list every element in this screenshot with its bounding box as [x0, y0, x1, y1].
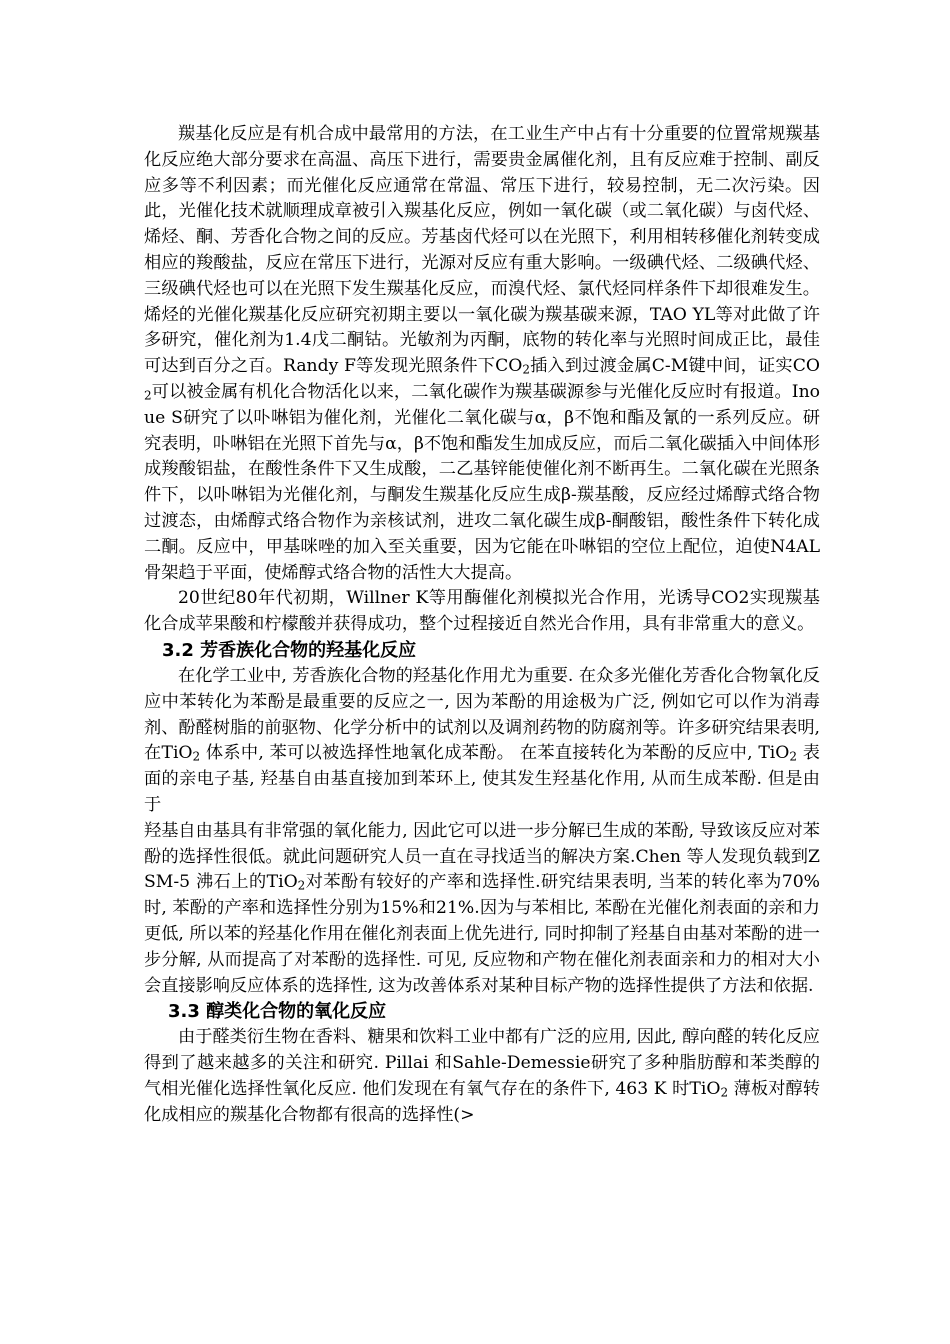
text-run: 羟基自由基具有非常强的氧化能力, 因此它可以进一步分解已生成的苯酚, 导致该反应对苯酚的选择性很低。就此问题研究人员一直在寻找适当的解决方案.Chen 等人发现负载到ZSM-5 沸石上的TiO	[144, 820, 820, 893]
section-heading-3-3: 3.3 醇类化合物的氧化反应	[168, 1001, 387, 1023]
section-heading-3-2: 3.2 芳香族化合物的羟基化反应	[162, 639, 417, 661]
text-run: 表面的亲电子基, 羟基自由基直接加到苯环上, 使其发生羟基化作用, 从而生成苯酚. 但是由于	[144, 743, 820, 815]
text-run: 由于醛类衍生物在香料、糖果和饮料工业中都有广泛的应用, 因此, 醇向醛的转化反应得到了越来越多的关注和研究. Pillai 和Sahle-Demessie研究了多种脂肪醇和苯类醇的气相光催化选择性氧化反应. 他们发现在有氧气存在的条件下, 463 K 时TiO	[144, 1027, 820, 1099]
subscript: 2	[789, 749, 798, 764]
subscript: 2	[297, 878, 306, 893]
text-run: 体系中, 苯可以被选择性地氧化成苯酚。 在苯直接转化为苯酚的反应中, TiO	[200, 743, 790, 764]
text-run: 插入到过渡金属C-M键中间，证实CO	[529, 356, 820, 377]
text-run: 对苯酚有较好的产率和选择性.研究结果表明, 当苯的转化率为70%时, 苯酚的产率和选择性分别为15%和21%.因为与苯相比, 苯酚在光催化剂表面的亲和力更低, 所以苯的羟基化作用在催化剂表面上优先进行, 同时抑制了羟基自由基对苯酚的进一步分解, 从而提高了对苯酚的选择性. 可见, 反应物和产物在催化剂表面亲和力的相对大小会直接影响反应体系的选择性, 这为改善体系对某种目标产物的选择性提供了方法和依据.	[144, 872, 820, 996]
paragraph-hydroxylation	[144, 664, 820, 819]
text-run: 薄板对醇转化成相应的羰基化合物都有很高的选择性(>	[144, 1078, 820, 1125]
subscript: 2	[192, 749, 201, 764]
text-run: 可以被金属有机化合物活化以来，二氧化碳作为羰基碳源参与光催化反应时有报道。Inoue S研究了以卟啉铝为催化剂，光催化二氧化碳与α，β不饱和酯及氰的一系列反应。研究表明，卟啉铝在光照下首先与α，β不饱和酯发生加成反应，而后二氧化碳插入中间体形成羧酸铝盐，在酸性条件下又生成酸，二乙基锌能使催化剂不断再生。二氧化碳在光照条件下，以卟啉铝为光催化剂，与酮发生羰基化反应生成β-羰基酸，反应经过烯醇式络合物过渡态，由烯醇式络合物作为亲核试剂，进攻二氧化碳生成β-酮酸铝，酸性条件下转化成二酮。反应中，甲基咪唑的加入至关重要，因为它能在卟啉铝的空位上配位，迫使N4AL骨架趋于平面，使烯醇式络合物的活性大大提高。	[144, 381, 820, 583]
paragraph-alcohol-oxidation	[144, 1025, 820, 1128]
subscript: 2	[522, 362, 530, 377]
paragraph-hydroxyl-radical	[144, 819, 820, 1000]
paragraph-carbonylation	[144, 122, 820, 586]
subscript: 2	[144, 388, 152, 403]
text-run: 羰基化反应是有机合成中最常用的方法，在工业生产中占有十分重要的位置常规羰基化反应绝大部分要求在高温、高压下进行，需要贵金属催化剂，且有反应难于控制、副反应多等不利因素；而光催化反应通常在常温、常压下进行，较易控制，无二次污染。因此，光催化技术就顺理成章被引入羰基化反应，例如一氧化碳（或二氧化碳）与卤代烃、烯烃、酮、芳香化合物之间的反应。芳基卤代烃可以在光照下，利用相转移催化剂转变成相应的羧酸盐，反应在常压下进行，光源对反应有重大影响。一级碘代烃、二级碘代烃、三级碘代烃也可以在光照下发生羰基化反应，而溴代烃、氯代烃同样条件下却很难发生。烯烃的光催化羰基化反应研究初期主要以一氧化碳为羰基碳来源，TAO YL等对此做了许多研究，催化剂为1.4戊二酮钴。光敏剂为丙酮，底物的转化率与光照时间成正比，最佳可达到百分之百。Randy F等发现光照条件下CO	[144, 124, 820, 377]
text-run: 在化学工业中, 芳香族化合物的羟基化作用尤为重要. 在众多光催化芳香化合物氧化反应中苯转化为苯酚是最重要的反应之一, 因为苯酚的用途极为广泛, 例如它可以作为消毒剂、酚醛树脂的前驱物、化学分析中的试剂以及调剂药物的防腐剂等。许多研究结果表明, 在TiO	[144, 665, 820, 764]
paragraph-willner: 20世纪80年代初期，Willner K等用酶催化剂模拟光合作用，光诱导CO2实现羰基化合成苹果酸和柠檬酸并获得成功，整个过程接近自然光合作用，具有非常重大的意义。	[144, 588, 820, 635]
subscript: 2	[720, 1085, 729, 1100]
